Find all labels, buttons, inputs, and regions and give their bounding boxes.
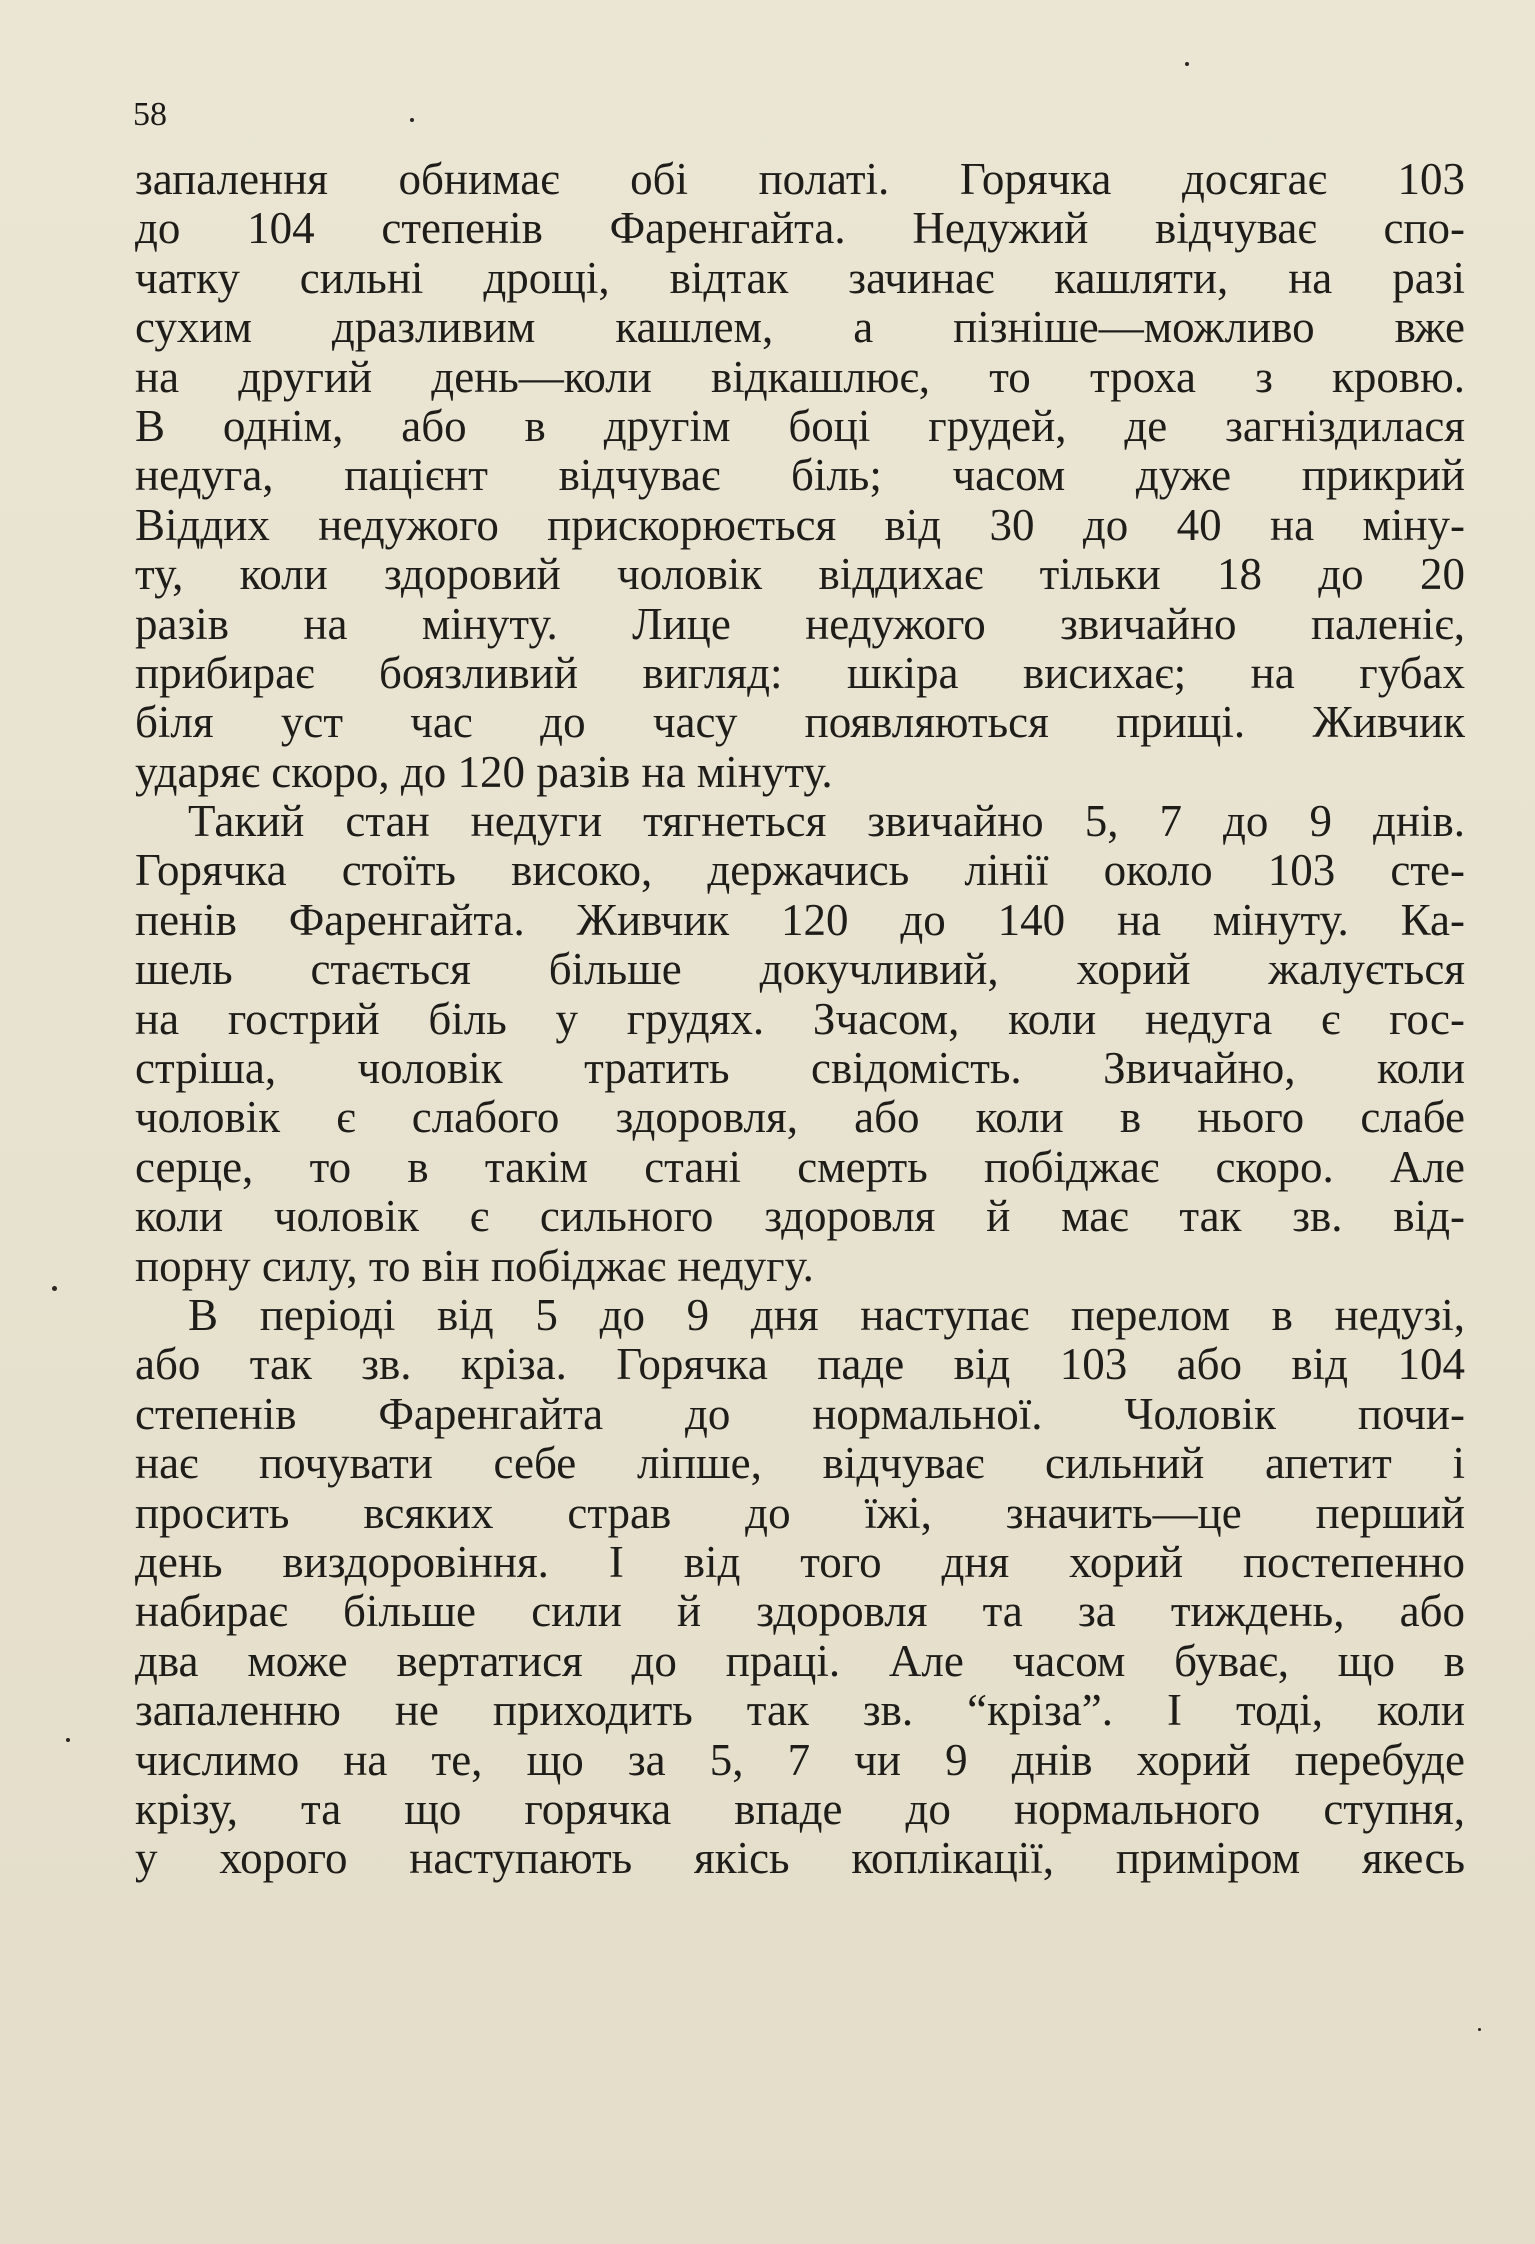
print-speck [1478,2028,1481,2031]
text-line: пенів Фаренгайта. Живчик 120 до 140 на мінуту. Ка- [135,894,1465,945]
text-line: біля уст час до часу появляються прищі. Живчик [135,697,1465,748]
text-line: Горячка стоїть високо, держачись лінії около 103 сте- [135,845,1465,896]
text-line: стріша, чоловік тратить свідомість. Звичайно, коли [135,1043,1465,1094]
text-line: на другий день—коли відкашлює, то троха з кровю. [135,351,1465,402]
text-line: прибирає боязливий вигляд: шкіра висихає; на губах [135,647,1465,698]
text-line: разів на мінуту. Лице недужого звичайно паленіє, [135,598,1465,649]
text-line: чатку сильні дрощі, відтак зачинає кашляти, на разі [135,252,1465,303]
text-line: сухим дразливим кашлем, а пізніше—можливо вже [135,302,1465,353]
text-line: у хорого наступають якісь коплікації, приміром якесь [135,1833,1465,1884]
print-speck [66,1738,70,1742]
text-line: запаленню не приходить так зв. “кріза”. І тоді, коли [135,1685,1465,1736]
text-line: серце, то в такім стані смерть побіджає скоро. Але [135,1141,1465,1192]
text-line: В однім, або в другім боці грудей, де загніздилася [135,400,1465,451]
print-speck [410,118,414,122]
text-line: порну силу, то він побіджає недугу. [135,1240,814,1291]
text-line: просить всяких страв до їжі, значить—це перший [135,1487,1465,1538]
text-line: ударяє скоро, до 120 разів на мінуту. [135,746,833,797]
text-line: числимо на те, що за 5, 7 чи 9 днів хорий перебуде [135,1734,1465,1785]
body-text [135,155,1465,1884]
text-line: на гострий біль у грудях. Зчасом, коли недуга є гос- [135,993,1465,1044]
text-line: ту, коли здоровий чоловік віддихає тільки 18 до 20 [135,549,1465,600]
text-line: Такий стан недуги тягнеться звичайно 5, 7 до 9 днів. [188,796,1465,847]
print-speck [52,1286,57,1291]
text-line: шель стається більше докучливий, хорий жалується [135,944,1465,995]
text-line: або так зв. кріза. Горячка паде від 103 або від 104 [135,1339,1465,1390]
text-line: В періоді від 5 до 9 дня наступає перелом в недузі, [188,1289,1465,1340]
print-speck [1185,62,1189,66]
text-line: Віддих недужого прискорюється від 30 до 40 на міну- [135,499,1465,550]
text-line: коли чоловік є сильного здоровля й має так зв. від- [135,1191,1465,1242]
text-line: два може вертатися до праці. Але часом буває, що в [135,1635,1465,1686]
text-line: нає почувати себе ліпше, відчуває сильний апетит і [135,1438,1465,1489]
text-line: недуга, пацієнт відчуває біль; часом дуже прикрий [135,450,1465,501]
page-number: 58 [133,96,167,133]
text-line: набирає більше сили й здоровля та за тиждень, або [135,1586,1465,1637]
text-line: крізу, та що горячка впаде до нормального ступня, [135,1783,1465,1834]
text-line: чоловік є слабого здоровля, або коли в нього слабе [135,1092,1465,1143]
text-line: запалення обнимає обі полаті. Горячка досягає 103 [135,154,1465,204]
text-line: день виздоровіння. І від того дня хорий постепенно [135,1536,1465,1587]
text-line: степенів Фаренгайта до нормальної. Чоловік почи- [135,1388,1465,1439]
text-line: до 104 степенів Фаренгайта. Недужий відчуває спо- [135,203,1465,254]
